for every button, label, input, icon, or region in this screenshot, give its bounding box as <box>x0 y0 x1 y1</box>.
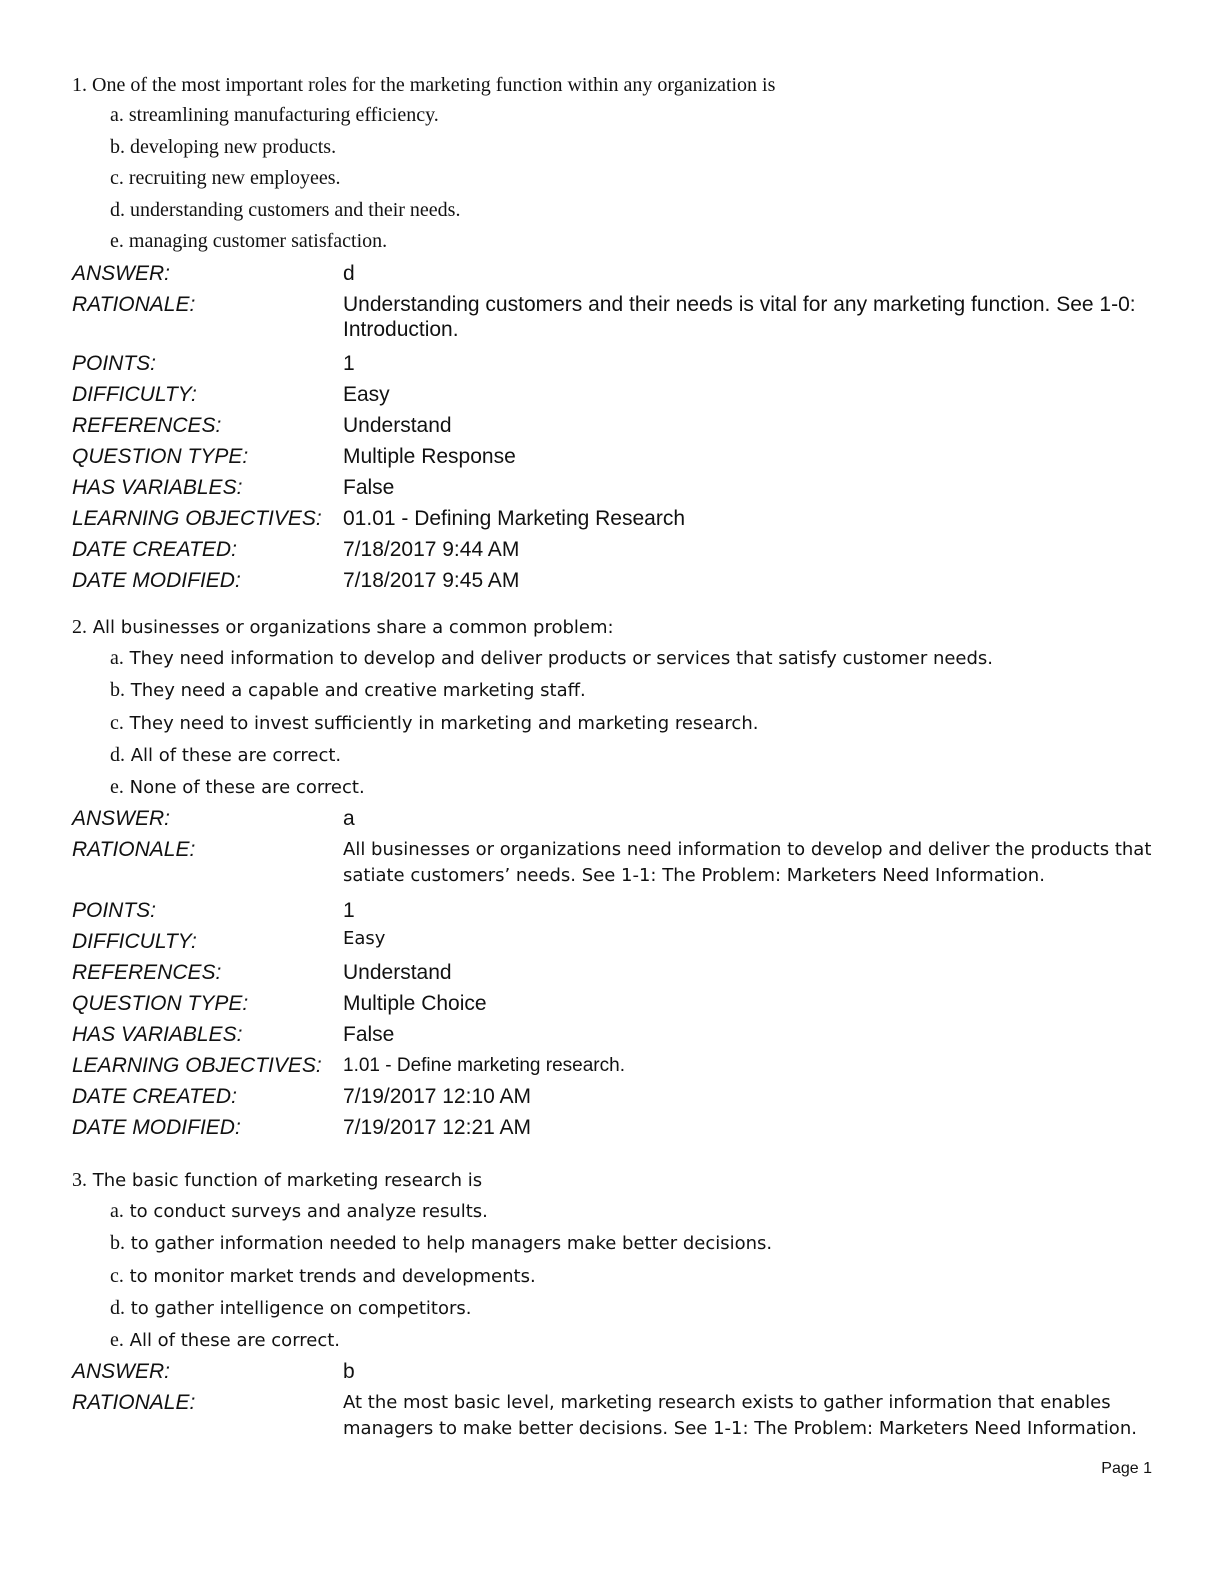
date-created-label: DATE CREATED: <box>72 537 237 561</box>
option-b <box>110 132 1162 164</box>
option-c <box>110 1260 1162 1292</box>
option-letter: b. <box>110 135 125 158</box>
date-modified-value: 7/18/2017 9:45 AM <box>343 568 520 592</box>
date-created-row <box>72 534 1162 565</box>
rationale-value: All businesses or organizations need information to develop and deliver the products that satiate customers’ needs. See 1-1: The Problem: Marketers Need Information. <box>343 839 1152 887</box>
option-text: to gather intelligence on competitors. <box>130 1297 472 1319</box>
question-stem <box>72 70 1162 100</box>
option-letter: d. <box>110 1296 125 1319</box>
option-d <box>110 739 1162 771</box>
option-text: None of these are correct. <box>129 777 365 799</box>
date-created-value: 7/19/2017 12:10 AM <box>343 1085 531 1109</box>
answer-value: b <box>343 1360 355 1384</box>
date-created-label: DATE CREATED: <box>72 1085 237 1109</box>
option-text: to monitor market trends and developments. <box>129 1265 536 1287</box>
question-number: 3. <box>72 1169 87 1191</box>
question-metadata <box>72 258 1162 596</box>
rationale-label: RATIONALE: <box>72 292 196 316</box>
option-text: managing customer satisfaction. <box>128 230 388 252</box>
has-variables-row <box>72 1019 1162 1050</box>
question-number: 2. <box>72 616 87 638</box>
question-type-label: QUESTION TYPE: <box>72 444 249 468</box>
points-value: 1 <box>343 351 355 375</box>
answer-value: d <box>343 261 355 285</box>
option-letter: c. <box>110 711 124 734</box>
has-variables-label: HAS VARIABLES: <box>72 1023 243 1047</box>
option-a <box>110 1195 1162 1227</box>
date-created-value: 7/18/2017 9:44 AM <box>343 537 520 561</box>
option-letter: d. <box>110 743 125 766</box>
references-value: Understand <box>343 413 452 437</box>
option-e <box>110 771 1162 803</box>
points-value: 1 <box>343 899 355 923</box>
difficulty-row <box>72 379 1162 410</box>
question-2 <box>72 612 1162 1143</box>
rationale-value: At the most basic level, marketing research exists to gather information that enables managers to make better decisions. See 1-1: The Problem: Marketers Need Information. <box>343 1392 1137 1440</box>
rationale-row <box>72 834 1162 895</box>
option-letter: c. <box>110 1264 124 1287</box>
references-row <box>72 410 1162 441</box>
option-text: streamlining manufacturing efficiency. <box>128 104 439 126</box>
learning-objectives-label: LEARNING OBJECTIVES: <box>72 1054 322 1078</box>
answer-label: ANSWER: <box>72 261 171 285</box>
difficulty-label: DIFFICULTY: <box>72 382 197 406</box>
question-type-label: QUESTION TYPE: <box>72 992 249 1016</box>
option-d <box>110 195 1162 227</box>
rationale-label: RATIONALE: <box>72 838 196 862</box>
option-text: They need information to develop and deliver products or services that satisfy customer needs. <box>129 648 994 669</box>
option-letter: a. <box>110 647 124 669</box>
option-text: recruiting new employees. <box>128 167 341 189</box>
option-e <box>110 1324 1162 1356</box>
option-b <box>110 674 1162 706</box>
question-metadata <box>72 803 1162 1143</box>
rationale-label: RATIONALE: <box>72 1391 196 1415</box>
option-letter: e. <box>110 230 124 252</box>
option-text: All of these are correct. <box>130 744 342 766</box>
learning-objectives-row <box>72 1050 1162 1081</box>
option-text: developing new products. <box>130 135 337 158</box>
option-d <box>110 1292 1162 1324</box>
date-modified-row <box>72 1112 1162 1143</box>
question-stem <box>72 1165 1162 1195</box>
question-text: The basic function of marketing research is <box>92 1170 483 1191</box>
option-text: All of these are correct. <box>129 1330 341 1352</box>
date-created-row <box>72 1081 1162 1112</box>
question-metadata <box>72 1356 1162 1448</box>
rationale-row <box>72 1387 1162 1448</box>
option-letter: e. <box>110 776 124 799</box>
answer-row <box>72 1356 1162 1387</box>
references-value: Understand <box>343 961 452 985</box>
question-text: All businesses or organizations share a common problem: <box>92 617 614 638</box>
option-e <box>110 226 1162 258</box>
option-letter: e. <box>110 1329 124 1352</box>
option-letter: c. <box>110 167 124 189</box>
question-1 <box>72 70 1162 596</box>
date-modified-row <box>72 565 1162 596</box>
learning-objectives-label: LEARNING OBJECTIVES: <box>72 506 322 530</box>
references-row <box>72 957 1162 988</box>
question-type-value: Multiple Response <box>343 444 516 468</box>
date-modified-label: DATE MODIFIED: <box>72 568 241 592</box>
learning-objectives-value: 1.01 - Define marketing research. <box>343 1055 625 1077</box>
rationale-row <box>72 289 1162 348</box>
option-c <box>110 163 1162 195</box>
answer-label: ANSWER: <box>72 1360 171 1384</box>
difficulty-label: DIFFICULTY: <box>72 930 197 954</box>
points-row <box>72 895 1162 926</box>
option-letter: b. <box>110 679 125 702</box>
option-text: understanding customers and their needs. <box>130 198 461 221</box>
page-number: Page 1 <box>1101 1460 1152 1477</box>
points-row <box>72 348 1162 379</box>
answer-row <box>72 258 1162 289</box>
answer-label: ANSWER: <box>72 807 171 831</box>
question-type-row <box>72 988 1162 1019</box>
option-letter: a. <box>110 104 124 126</box>
points-label: POINTS: <box>72 351 157 375</box>
option-text: They need a capable and creative marketing staff. <box>130 680 586 702</box>
learning-objectives-value: 01.01 - Defining Marketing Research <box>343 506 686 530</box>
has-variables-row <box>72 472 1162 503</box>
option-letter: b. <box>110 1232 125 1255</box>
option-letter: d. <box>110 198 125 221</box>
option-c <box>110 707 1162 739</box>
question-stem <box>72 612 1162 642</box>
answer-row <box>72 803 1162 834</box>
option-text: They need to invest sufficiently in marketing and marketing research. <box>129 712 759 734</box>
question-type-value: Multiple Choice <box>343 992 487 1016</box>
has-variables-value: False <box>343 475 395 499</box>
difficulty-value: Easy <box>343 928 386 950</box>
learning-objectives-row <box>72 503 1162 534</box>
question-number: 1. <box>72 74 87 96</box>
points-label: POINTS: <box>72 899 157 923</box>
answer-value: a <box>343 807 355 831</box>
date-modified-value: 7/19/2017 12:21 AM <box>343 1116 531 1140</box>
has-variables-label: HAS VARIABLES: <box>72 475 243 499</box>
date-modified-label: DATE MODIFIED: <box>72 1116 241 1140</box>
option-a <box>110 100 1162 132</box>
question-3 <box>72 1165 1162 1448</box>
references-label: REFERENCES: <box>72 961 222 985</box>
option-letter: a. <box>110 1200 124 1222</box>
difficulty-row <box>72 926 1162 957</box>
rationale-value: Understanding customers and their needs is vital for any marketing function. See 1-0: Introduction. <box>343 292 1136 341</box>
question-text: One of the most important roles for the marketing function within any organization is <box>92 74 776 96</box>
option-b <box>110 1227 1162 1259</box>
option-text: to gather information needed to help managers make better decisions. <box>130 1233 773 1255</box>
references-label: REFERENCES: <box>72 413 222 437</box>
option-a <box>110 642 1162 674</box>
has-variables-value: False <box>343 1023 395 1047</box>
option-text: to conduct surveys and analyze results. <box>129 1201 488 1222</box>
question-type-row <box>72 441 1162 472</box>
difficulty-value: Easy <box>343 382 390 406</box>
